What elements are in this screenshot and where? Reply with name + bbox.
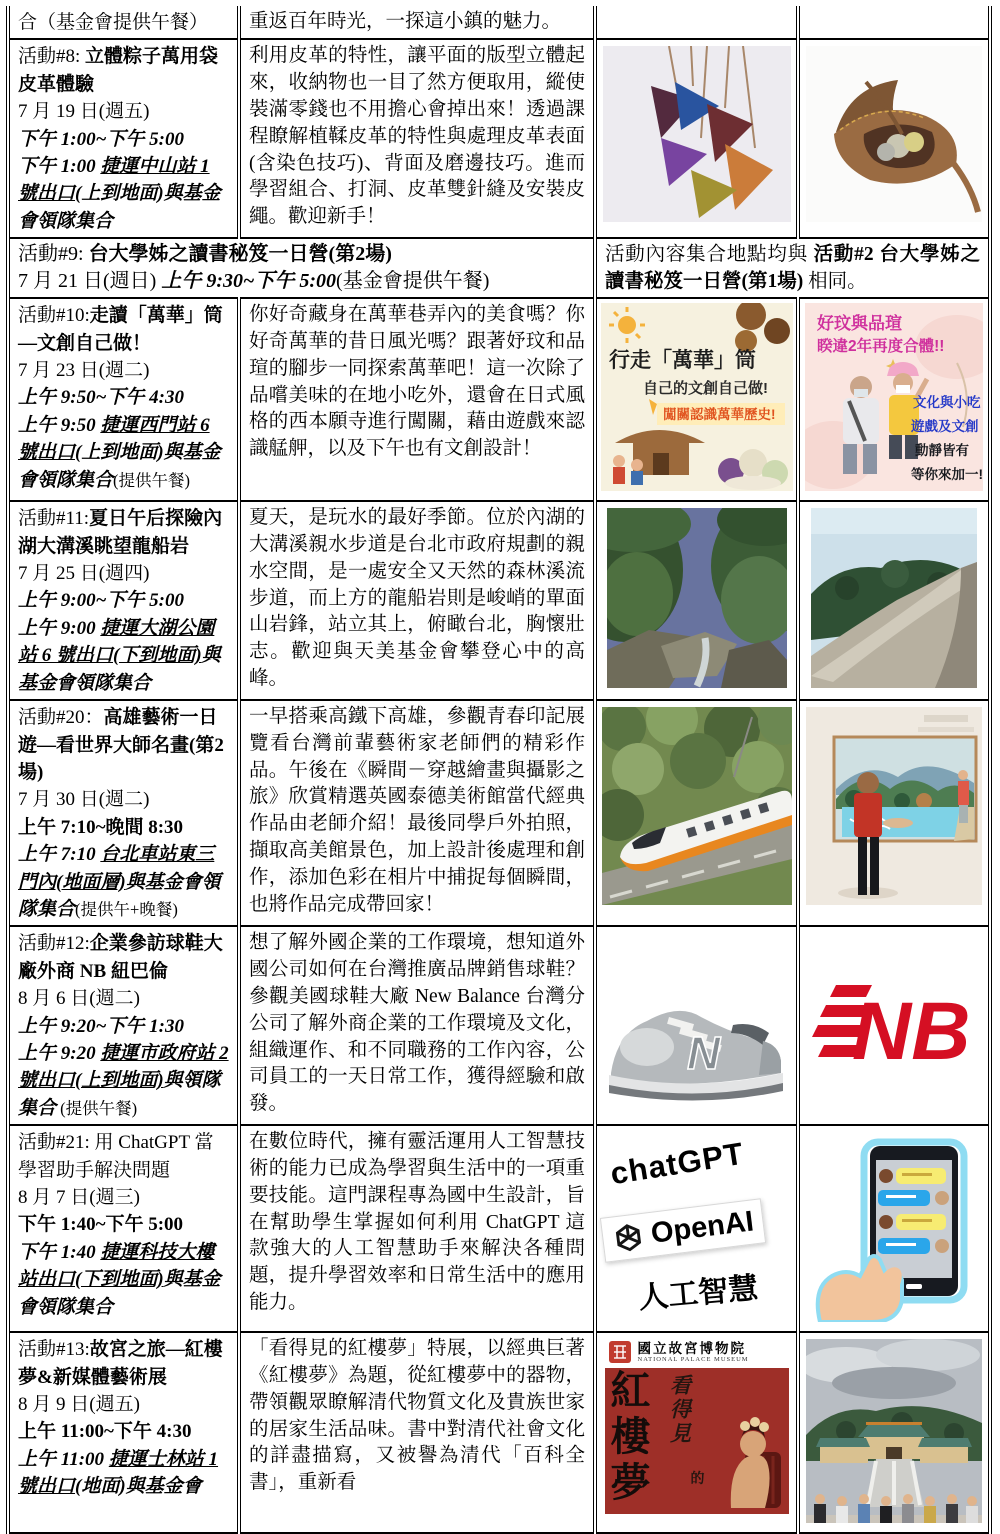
- npm-seal-icon: [609, 1341, 631, 1363]
- activity-time: 下午 1:40~下午 5:00: [18, 1214, 184, 1236]
- activity-description: 「看得見的紅樓夢」特展，以經典巨著《紅樓夢》為題，從紅樓夢中的器物，帶領觀眾瞭解清代物質文化及貴族世家的居家生活品味。書中對清代社會文化的詳盡描寫，又被譽為清代「百科全書」，重新看: [249, 1338, 585, 1494]
- activity12-photo2-cell: [798, 926, 990, 1125]
- activity-title-line: 活動#9: 台大學姊之讀書秘笈一日營(第2場): [18, 243, 392, 266]
- poster-script-text: 看得見: [667, 1374, 692, 1447]
- poster-subtitle-text: 自己的文創自己做!: [642, 380, 768, 398]
- activity13-photo-cell: [798, 1332, 990, 1533]
- meeting-point: 上午 11:00 捷運士林站 1 號出口(地面)與基金會: [18, 1448, 219, 1498]
- activity-date-line: 7 月 21 日(週日) 上午 9:30~下午 5:00(基金會提供午餐): [18, 270, 490, 293]
- meeting-point: 上午 9:00 捷運大湖公園站 6 號出口(下到地面)與基金會領隊集合: [18, 617, 221, 694]
- activity-table: [6, 6, 992, 1534]
- red-chamber-exhibit-poster: [601, 1337, 793, 1519]
- activity8-info-cell: [8, 39, 239, 238]
- npm-header: [601, 1337, 793, 1368]
- activity-number: 活動#12:: [18, 933, 90, 955]
- open-pouch-with-coins-photo: [806, 46, 982, 222]
- partial-desc-text: 重返百年時光，一探這小鎮的魅力。: [249, 11, 562, 32]
- activity-description: 夏天，是玩水的最好季節。位於內湖的大溝溪親水步道是台北市政府規劃的親水空間，是一處安全又天然的森林溪流步道，而上方的龍船岩則是峻峭的單面山岩鋒，站立其上，俯瞰台北，胸懷壯志。歡迎與天美基金會攀登心中的高峰。: [249, 507, 585, 690]
- table-row-activity-9: [8, 238, 990, 298]
- activity10-poster2-cell: [798, 298, 990, 501]
- activity9-note-cell: 活動內容集合地點均與 活動#2 台大學姊之讀書秘笈一日營(第1場) 相同。: [595, 238, 990, 298]
- partial-desc-cell: [239, 6, 595, 39]
- table-row-activity-20: [8, 700, 990, 926]
- openai-text: OpenAI: [648, 1205, 755, 1250]
- table-row-activity-8: [8, 39, 990, 238]
- new-balance-logo: [806, 933, 982, 1105]
- dragon-boat-rock-photo: [811, 508, 977, 688]
- activity-description: 你好奇藏身在萬華巷弄內的美食嗎？你好奇萬華的昔日風光嗎？跟著妤玟和品瑄的腳步一同探索萬華吧！這一次除了品嚐美味的在地小吃外，還會在日式風格的西本願寺進行闖關，藉由遊戲來認識艋舺，以及下午也有文創設計！: [249, 304, 585, 460]
- poster-right-text-2: 遊戲及文創: [911, 419, 979, 435]
- meal-note: (提供午餐): [56, 1098, 138, 1118]
- activity10-info-cell: [8, 298, 239, 501]
- nb-sneaker-photo: [603, 933, 791, 1113]
- activity-time: 上午 9:30~下午 5:00: [161, 270, 337, 293]
- activity13-desc-cell: [239, 1332, 595, 1533]
- meeting-station: 捷運士林站 1 號出口: [18, 1448, 219, 1498]
- activity11-desc-cell: [239, 501, 595, 700]
- activity11-info-cell: [8, 501, 239, 700]
- table-row-partial: [8, 6, 990, 39]
- activity12-desc-cell: [239, 926, 595, 1125]
- npm-name-en: NATIONAL PALACE MUSEUM: [637, 1356, 749, 1364]
- stream-valley-photo: [607, 508, 787, 688]
- activity8-desc-cell: [239, 39, 595, 238]
- activity-number: 活動#13:: [18, 1339, 90, 1361]
- activity-description: 利用皮革的特性，讓平面的版型立體起來，收納物也一目了然方便取用，縱使裝滿零錢也不用擔心會掉出來！透過課程瞭解植鞣皮革的特性與處理皮革表面(含染色技巧)、背面及磨邊技巧。進而學習組合、打洞、皮革雙針縫及安裝皮繩。歡迎新手！: [249, 45, 585, 228]
- activity-title: 走讀「萬華」筒—文創自己做！: [18, 305, 223, 354]
- meeting-point: 下午 1:00 捷運中山站 1 號出口(上到地面)與基金會領隊集合: [18, 156, 221, 232]
- activity-title: 立體粽子萬用袋皮革體驗: [18, 46, 219, 95]
- activity-title: 用 ChatGPT 當學習助手解決問題: [18, 1132, 214, 1181]
- activity21-desc-cell: [239, 1125, 595, 1332]
- meeting-point: 下午 1:40 捷運科技大樓站出口(下到地面)與基金會領隊集合: [18, 1241, 221, 1318]
- activity-date: 7 月 30 日(週二): [18, 789, 150, 811]
- activity-number: 活動#8:: [18, 46, 86, 68]
- activity10-desc-cell: [239, 298, 595, 501]
- poster-right-text-3: 動靜皆有: [915, 443, 969, 459]
- activity-time: 下午 1:00~下午 5:00: [18, 128, 184, 150]
- activity-time: 上午 9:20~下午 1:30: [18, 1015, 184, 1037]
- meeting-station: 捷運科技大樓站出口(下到地面): [18, 1241, 215, 1291]
- activity-date: 8 月 9 日(週五): [18, 1394, 140, 1415]
- activity13-poster-cell: [595, 1332, 798, 1533]
- activity-time: 上午 9:50~下午 4:30: [18, 387, 184, 409]
- ai-chinese-text: 人工智慧: [636, 1272, 760, 1316]
- guides-reunion-poster: [805, 303, 983, 491]
- leather-pouches-photo: [603, 46, 791, 222]
- activity8-photo2-cell: [798, 39, 990, 238]
- activity9-title-cell: [8, 238, 595, 298]
- npm-name-zh: 國立故宮博物院: [637, 1341, 746, 1357]
- poster-title-text: 行走「萬華」筒: [608, 349, 756, 373]
- activity-description: 一早搭乘高鐵下高雄，參觀青春印記展覽看台灣前輩藝術家老師們的精彩作品。午後在《瞬間－穿越繪畫與攝影之旅》欣賞精選英國泰德美術館當代經典作品由老師介紹！最後同學戶外拍照，擷取高美館景色，加上設計後處理和創作，添加色彩在相片中捕捉每個瞬間，也將作品完成帶回家！: [249, 706, 585, 915]
- table-row-activity-11: [8, 501, 990, 700]
- national-palace-museum-photo: [806, 1339, 982, 1523]
- activity20-photo1-cell: [595, 700, 798, 926]
- activity-date: 8 月 6 日(週二): [18, 988, 140, 1010]
- activity-schedule-page: [6, 6, 994, 1534]
- activity12-info-cell: [8, 926, 239, 1125]
- table-row-activity-12: [8, 926, 990, 1125]
- red-chamber-title-chars: 紅 樓 夢: [610, 1368, 651, 1506]
- activity21-info-cell: [8, 1125, 239, 1332]
- activity20-info-cell: [8, 700, 239, 926]
- shoe-n-logo: N: [686, 1027, 720, 1080]
- partial-empty-cell: [798, 6, 990, 39]
- partial-empty-cell: [595, 6, 798, 39]
- activity-description: 在數位時代，擁有靈活運用人工智慧技術的能力已成為學習與生活中的一項重要技能。這門課程專為國中生設計，旨在幫助學生掌握如何利用 ChatGPT 這款強大的人工智慧助手來解決各種問題，提升學習效率和日常生活中的應用能力。: [249, 1131, 585, 1313]
- meeting-station: 捷運大湖公園站 6 號出口(下到地面): [18, 617, 215, 667]
- chatgpt-openai-graphic: [602, 1132, 792, 1320]
- partial-left-text: 合（基金會提供午餐）: [18, 12, 209, 33]
- museum-pool-painting-photo: [806, 707, 982, 905]
- poster-right-text-4: 等你來加一!: [911, 467, 983, 483]
- activity-description: 想了解外國企業的工作環境，想知道外國公司如何在台灣推廣品牌銷售球鞋？參觀美國球鞋大廠 New Balance 台灣分公司了解外商企業的工作環境及文化，組織運作、和不同職務的工作內容，公司員工的一天日常工作，獲得經驗和啟發。: [249, 932, 585, 1115]
- meal-note: (提供午餐): [113, 470, 191, 490]
- poster-headline-1: 好玟與品瑄: [817, 314, 902, 334]
- activity10-poster1-cell: [595, 298, 798, 501]
- hsr-train-photo: [602, 707, 792, 905]
- nb-logo-text: NB: [852, 986, 971, 1078]
- wanhua-walk-poster: [601, 303, 793, 491]
- activity8-photo1-cell: [595, 39, 798, 238]
- partial-left-cell: [8, 6, 239, 39]
- activity-number: 活動#20：: [18, 707, 104, 729]
- npm-name-block: [638, 1341, 749, 1363]
- activity11-photo2-cell: [798, 501, 990, 700]
- poster-badge-text: 闖關認識萬華歷史!: [662, 407, 775, 423]
- activity-number: 活動#11:: [18, 508, 90, 530]
- meeting-point: 上午 9:20 捷運市政府站 2 號出口(上到地面)與領隊集合: [18, 1042, 229, 1119]
- activity-title: 故宮之旅—紅樓夢&新媒體藝術展: [18, 1339, 223, 1388]
- activity-time: 上午 7:10~晚間 8:30: [18, 816, 184, 838]
- activity-title: 高雄藝術一日遊—看世界大師名畫(第2場): [18, 707, 224, 783]
- poster-right-text-1: 文化與小吃: [913, 395, 981, 411]
- meeting-station: 台北車站東三門內(地面層): [18, 844, 215, 893]
- meeting-station: 捷運西門站 6 號出口: [18, 414, 210, 464]
- seated-lady-illustration: [703, 1404, 787, 1512]
- activity-date: 7 月 23 日(週二): [18, 360, 150, 382]
- openai-logo-icon: [610, 1220, 646, 1256]
- poster-headline-2: 睽違2年再度合體!!: [817, 338, 945, 356]
- table-row-activity-21: [8, 1125, 990, 1332]
- activity12-photo1-cell: [595, 926, 798, 1125]
- lunch-note: (基金會提供午餐): [336, 270, 490, 293]
- activity20-desc-cell: [239, 700, 595, 926]
- activity21-graphic2-cell: [798, 1125, 990, 1332]
- meeting-station: 捷運市政府站 2 號出口(上到地面): [18, 1042, 229, 1092]
- activity11-photo1-cell: [595, 501, 798, 700]
- chatgpt-text: chatGPT: [607, 1135, 746, 1192]
- activity-title: 夏日午后探險內湖大溝溪眺望龍船岩: [18, 508, 223, 557]
- activity-date: 8 月 7 日(週三): [18, 1187, 140, 1208]
- table-row-activity-13: [8, 1332, 990, 1533]
- activity-title: 台大學姊之讀書秘笈一日營(第2場): [88, 243, 392, 266]
- meeting-point: 上午 7:10 台北車站東三門內(地面層)與基金會領隊集合: [18, 844, 221, 920]
- meeting-point: 上午 9:50 捷運西門站 6 號出口(上到地面)與基金會領隊集合: [18, 414, 221, 491]
- activity20-photo2-cell: [798, 700, 990, 926]
- activity-number: 活動#10:: [18, 305, 90, 327]
- activity13-info-cell: [8, 1332, 239, 1533]
- meeting-station: 捷運中山站 1 號出口: [18, 156, 210, 205]
- activity-number: 活動#21:: [18, 1132, 95, 1154]
- activity21-graphic1-cell: [595, 1125, 798, 1332]
- activity-date: 7 月 25 日(週四): [18, 563, 150, 585]
- poster-de-char: 的: [690, 1472, 705, 1488]
- referenced-activity: 活動#2 台大學姊之讀書秘笈一日營(第1場): [605, 244, 980, 293]
- hand-holding-phone-illustration: [804, 1132, 984, 1322]
- activity-title: 企業參訪球鞋大廠外商 NB 紐巴倫: [18, 933, 223, 982]
- activity-date: 7 月 19 日(週五): [18, 101, 150, 123]
- activity-time: 上午 11:00~下午 4:30: [18, 1421, 192, 1443]
- meal-note: (提供午+晚餐): [75, 899, 178, 919]
- activity-time: 上午 9:00~下午 5:00: [18, 590, 184, 612]
- table-row-activity-10: [8, 298, 990, 501]
- poster-red-panel: [605, 1368, 789, 1514]
- openai-label: [599, 1198, 765, 1262]
